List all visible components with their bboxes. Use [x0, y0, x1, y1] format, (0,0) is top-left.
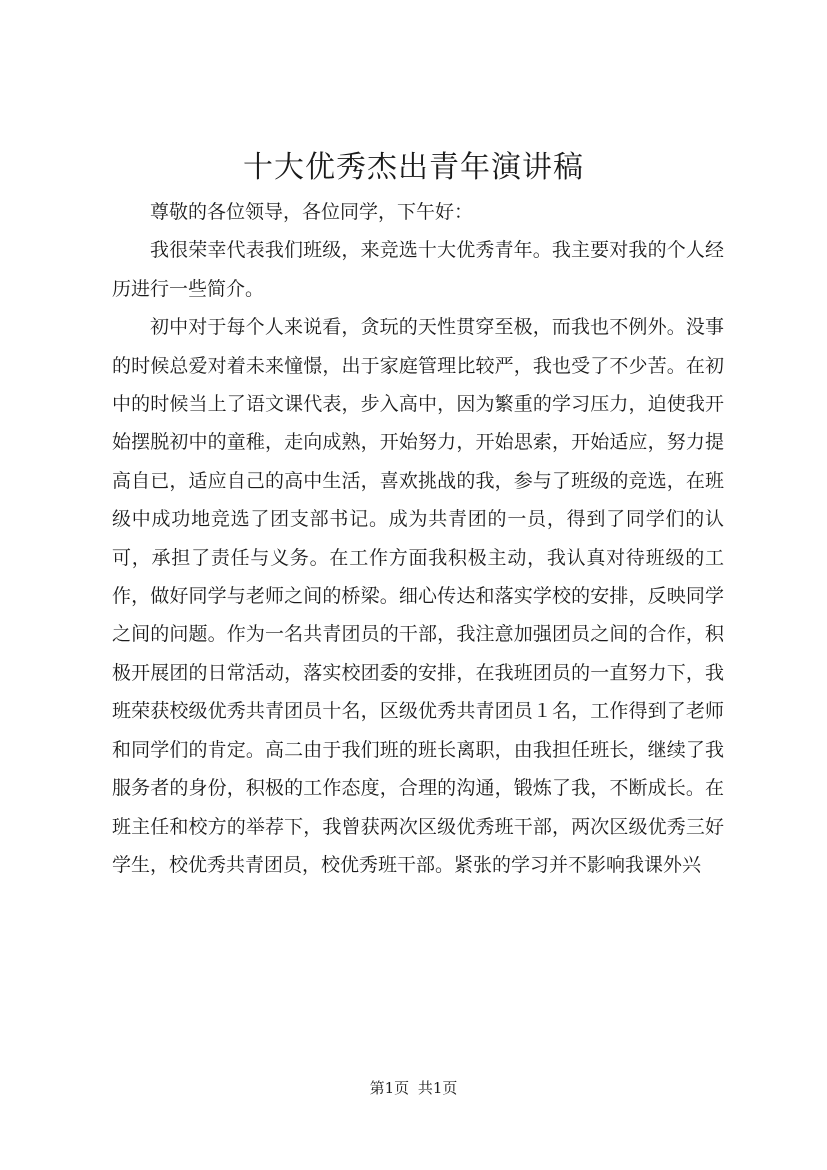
page-footer — [0, 1078, 827, 1098]
document-body — [112, 193, 724, 884]
experience-paragraph: 初中对于每个人来说看，贪玩的天性贯穿至极，而我也不例外。没事的时候总爱对着未来憧憬，出于家庭管理比较严，我也受了不少苦。在初中的时候当上了语文课代表，步入高中，因为繁重的学习压力，迫使我开始摆脱初中的童稚，走向成熟，开始努力，开始思索，开始适应，努力提高自已，适应自己的高中生活，喜欢挑战的我，参与了班级的竞选，在班级中成功地竞选了团支部书记。成为共青团的一员，得到了同学们的认可，承担了责任与义务。在工作方面我积极主动，我认真对待班级的工作，做好同学与老师之间的桥梁。细心传达和落实学校的安排，反映同学之间的问题。作为一名共青团员的干部，我注意加强团员之间的合作，积极开展团的日常活动，落实校团委的安排，在我班团员的一直努力下，我班荣获校级优秀共青团员十名，区级优秀共青团员１名，工作得到了老师和同学们的肯定。高二由于我们班的班长离职，由我担任班长，继续了我服务者的身份，积极的工作态度，合理的沟通，锻炼了我，不断成长。在班主任和校方的举荐下，我曾获两次区级优秀班干部，两次区级优秀三好学生，校优秀共青团员，校优秀班干部。紧张的学习并不影响我课外兴 — [112, 316, 724, 876]
intro-paragraph: 我很荣幸代表我们班级，来竞选十大优秀青年。我主要对我的个人经历进行一些简介。 — [112, 239, 724, 300]
document-title: 十大优秀杰出青年演讲稿 — [243, 150, 584, 185]
greeting-paragraph: 尊敬的各位领导，各位同学，下午好： — [150, 201, 474, 223]
page-number: 第1页 — [369, 1079, 410, 1097]
page-total: 共1页 — [417, 1079, 458, 1097]
